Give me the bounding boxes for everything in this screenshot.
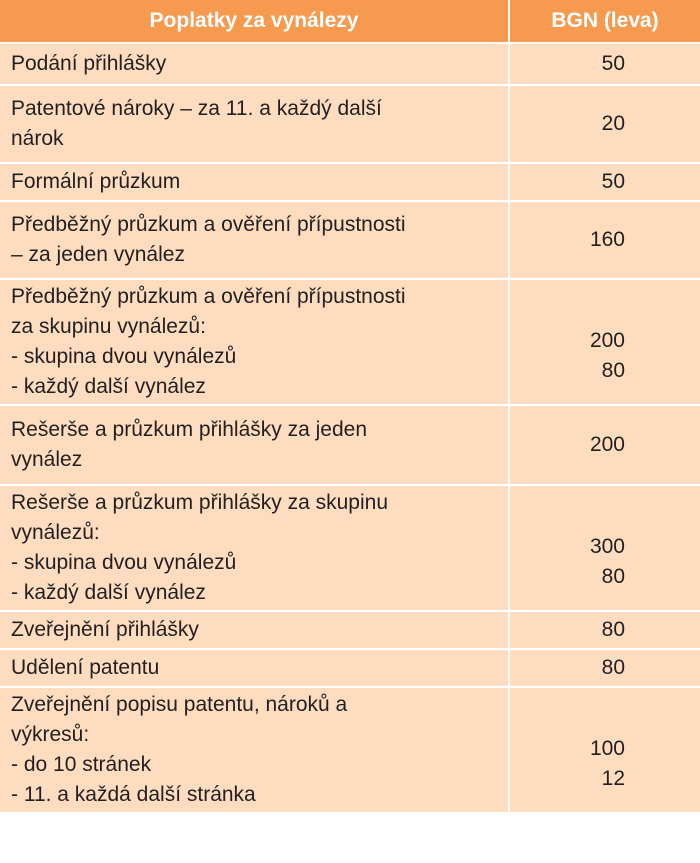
fee-amount bbox=[509, 405, 700, 485]
header-amount: BGN (leva) bbox=[509, 0, 700, 43]
fee-amount-value: 12 bbox=[601, 767, 625, 790]
fee-amount-value: 160 bbox=[589, 228, 625, 251]
fee-amount-value: 20 bbox=[601, 112, 625, 135]
fee-description-line: - skupina dvou vynálezů bbox=[11, 345, 237, 368]
fee-description-line: Zveřejnění popisu patentu, nároků a bbox=[11, 693, 348, 716]
fee-description-line: Zveřejnění přihlášky bbox=[11, 618, 199, 641]
table-header bbox=[0, 0, 700, 43]
fee-amount-value: 200 bbox=[589, 329, 625, 352]
fee-description-line: - 11. a každá další stránka bbox=[11, 783, 256, 806]
fee-description-line: Formální průzkum bbox=[11, 170, 181, 193]
fee-amount-value: 200 bbox=[589, 433, 625, 456]
fee-description bbox=[0, 85, 509, 163]
table-row bbox=[0, 649, 700, 687]
fee-amount bbox=[509, 279, 700, 405]
fee-description-line: Předběžný průzkum a ověření přípustnosti bbox=[11, 285, 406, 308]
fee-description-line: Rešerše a průzkum přihlášky za jeden bbox=[11, 418, 367, 441]
table-body bbox=[0, 43, 700, 813]
table-row bbox=[0, 201, 700, 279]
header-fee-name: Poplatky za vynálezy bbox=[0, 0, 509, 43]
fee-amount-value: 80 bbox=[601, 359, 625, 382]
fee-description-line: vynálezů: bbox=[11, 521, 100, 544]
fee-description bbox=[0, 649, 509, 687]
fee-amount-value: 80 bbox=[601, 656, 625, 679]
fee-amount-value: 50 bbox=[601, 52, 625, 75]
fee-description-line: Udělení patentu bbox=[11, 656, 160, 679]
fee-description bbox=[0, 687, 509, 813]
fee-description-line: Podání přihlášky bbox=[11, 52, 167, 75]
fee-description-line: - skupina dvou vynálezů bbox=[11, 551, 237, 574]
table-row bbox=[0, 611, 700, 649]
fee-description-line: - do 10 stránek bbox=[11, 753, 152, 776]
fee-amount bbox=[509, 163, 700, 201]
fee-amount bbox=[509, 201, 700, 279]
fee-description bbox=[0, 611, 509, 649]
fee-amount-value: 100 bbox=[589, 737, 625, 760]
fee-amount-value: 80 bbox=[601, 565, 625, 588]
fee-description-line: - každý další vynález bbox=[11, 375, 206, 398]
table-row bbox=[0, 85, 700, 163]
fee-amount-value: 300 bbox=[589, 535, 625, 558]
fee-description bbox=[0, 279, 509, 405]
fee-description-line: nárok bbox=[11, 127, 64, 150]
table-row bbox=[0, 43, 700, 85]
fee-description-line: Rešerše a průzkum přihlášky za skupinu bbox=[11, 491, 388, 514]
fee-description-line: – za jeden vynález bbox=[11, 243, 185, 266]
table-row bbox=[0, 405, 700, 485]
fee-description-line: výkresů: bbox=[11, 723, 90, 746]
fee-description bbox=[0, 43, 509, 85]
table-row bbox=[0, 163, 700, 201]
fee-amount-value: 80 bbox=[601, 618, 625, 641]
header-row bbox=[0, 0, 700, 43]
fee-description bbox=[0, 163, 509, 201]
fee-description-line: vynález bbox=[11, 448, 83, 471]
fee-amount bbox=[509, 85, 700, 163]
fee-amount bbox=[509, 43, 700, 85]
fee-description bbox=[0, 201, 509, 279]
fee-description bbox=[0, 485, 509, 611]
fee-amount bbox=[509, 649, 700, 687]
fee-description-line: Předběžný průzkum a ověření přípustnosti bbox=[11, 213, 406, 236]
table-row bbox=[0, 279, 700, 405]
fee-description-line: - každý další vynález bbox=[11, 581, 206, 604]
fee-amount bbox=[509, 485, 700, 611]
table-row bbox=[0, 687, 700, 813]
fee-amount bbox=[509, 611, 700, 649]
fee-amount-value: 50 bbox=[601, 170, 625, 193]
fee-description-line: za skupinu vynálezů: bbox=[11, 315, 206, 338]
table-row bbox=[0, 485, 700, 611]
fee-description-line: Patentové nároky – za 11. a každý další bbox=[11, 97, 382, 120]
fee-amount bbox=[509, 687, 700, 813]
fee-description bbox=[0, 405, 509, 485]
